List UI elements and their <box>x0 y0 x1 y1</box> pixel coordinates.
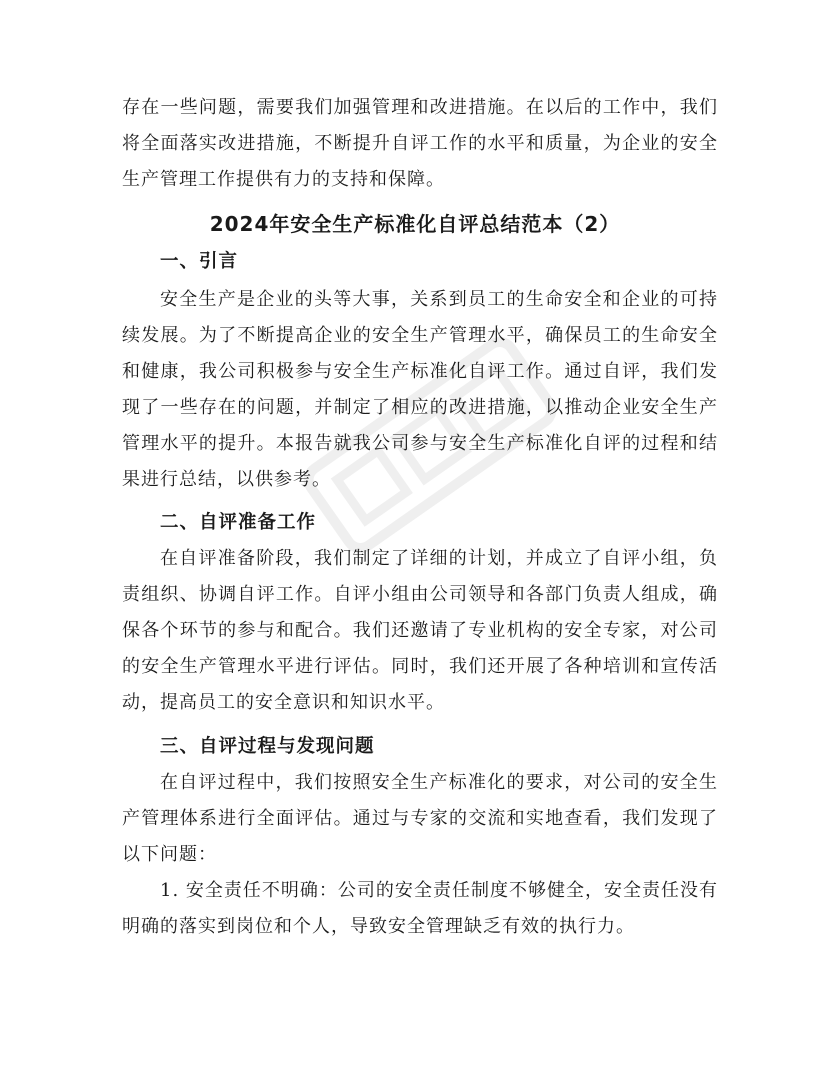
section-paragraph-process: 在自评过程中，我们按照安全生产标准化的要求，对公司的安全生产管理体系进行全面评估。通过与专家的交流和实地查看，我们发现了以下问题： <box>122 772 718 865</box>
section-paragraph-preparation: 在自评准备阶段，我们制定了详细的计划，并成立了自评小组，负责组织、协调自评工作。自评小组由公司领导和各部门负责人组成，确保各个环节的参与和配合。我们还邀请了专业机构的安全专家，对公司的安全生产管理水平进行评估。同时，我们还开展了各种培训和宣传活动，提高员工的安全意识和知识水平。 <box>122 548 718 713</box>
section-heading-process: 三、自评过程与发现问题 <box>160 736 375 757</box>
list-item-responsibility: 1. 安全责任不明确：公司的安全责任制度不够健全，安全责任没有明确的落实到岗位和个人，导致安全管理缺乏有效的执行力。 <box>122 880 718 937</box>
continuation-paragraph: 存在一些问题，需要我们加强管理和改进措施。在以后的工作中，我们将全面落实改进措施，不断提升自评工作的水平和质量，为企业的安全生产管理工作提供有力的支持和保障。 <box>122 97 718 190</box>
section-heading-introduction: 一、引言 <box>160 251 239 272</box>
section-paragraph-introduction: 安全生产是企业的头等大事，关系到员工的生命安全和企业的可持续发展。为了不断提高企业的安全生产管理水平，确保员工的生命安全和健康，我公司积极参与安全生产标准化自评工作。通过自评，我们发现了一些存在的问题，并制定了相应的改进措施，以推动企业安全生产管理水平的提升。本报告就我公司参与安全生产标准化自评的过程和结果进行总结，以供参考。 <box>122 289 718 490</box>
section-heading-preparation: 二、自评准备工作 <box>160 512 317 533</box>
document-title: 2024年安全生产标准化自评总结范本（2） <box>209 212 621 236</box>
